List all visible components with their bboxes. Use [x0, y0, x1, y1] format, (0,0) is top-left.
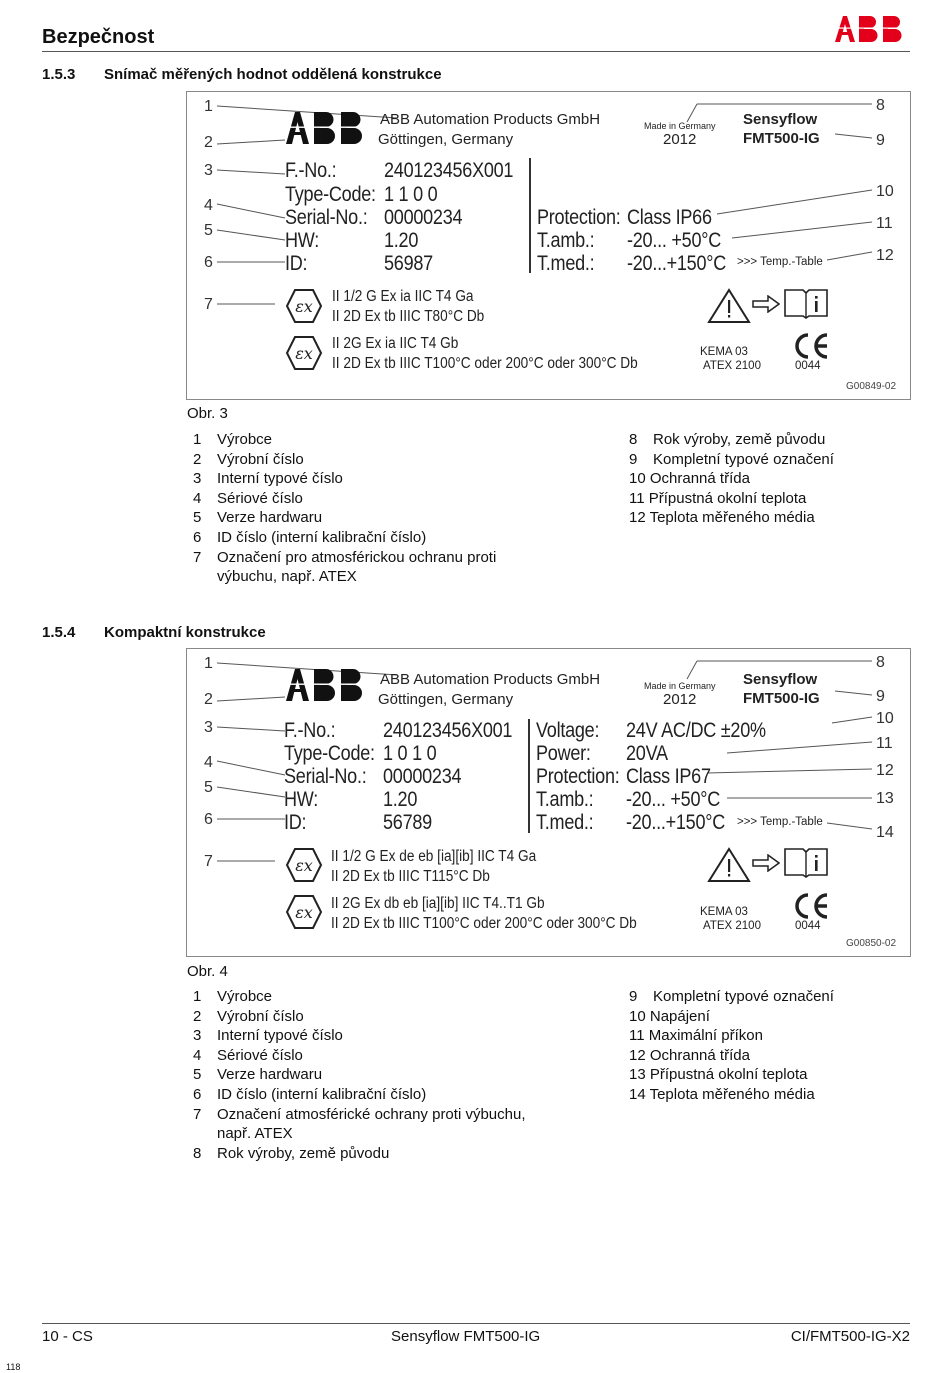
plate-label-hw: HW: [284, 788, 319, 811]
plate-value-serial: 00000234 [383, 765, 462, 788]
section-heading-154 [42, 624, 266, 641]
plate-label-hw: HW: [285, 229, 320, 252]
callout-3: 3 [204, 719, 213, 736]
plate-label-tmed: T.med.: [536, 811, 594, 834]
plate-atex-line-2b: II 2D Ex tb IIIC T100°C oder 200°C oder 300°C Db [331, 915, 637, 932]
plate-temp-table: >>> Temp.-Table [737, 256, 823, 268]
plate-year: 2012 [663, 691, 697, 708]
ex-hexagon-icon [285, 847, 323, 888]
legend-item: 3 Interní typové číslo [193, 1027, 343, 1045]
legend-item: 2 Výrobní číslo [193, 450, 304, 468]
plate-label-protection: Protection: [537, 206, 621, 229]
legend-item: 11 Přípustná okolní teplota [629, 489, 807, 507]
plate-value-id: 56987 [384, 252, 433, 275]
callout-6: 6 [204, 811, 213, 828]
callout-12: 12 [876, 247, 894, 264]
legend-item: 8 Rok výroby, země původu [193, 1144, 390, 1162]
legend-item: 6 ID číslo (interní kalibrační číslo) [193, 528, 427, 546]
section-title: Snímač měřených hodnot oddělená konstrukce [104, 66, 442, 83]
legend-item: 12 Teplota měřeného média [629, 509, 815, 527]
callout-9: 9 [876, 688, 885, 705]
corner-page-number: 118 [6, 1362, 21, 1372]
footer-doc-id: CI/FMT500-IG-X2 [790, 1328, 910, 1345]
callout-7: 7 [204, 296, 213, 313]
plate-atex-line-2a: II 2G Ex db eb [ia][ib] IIC T4..T1 Gb [331, 895, 545, 912]
plate-value-typecode: 1 1 0 0 [384, 183, 438, 206]
plate-temp-table: >>> Temp.-Table [737, 816, 823, 828]
plate-abb-logo [285, 667, 371, 708]
plate-label-fno: F.-No.: [285, 159, 337, 182]
legend-right-fig3 [629, 430, 910, 528]
header-rule [42, 51, 910, 52]
plate-divider [528, 719, 530, 833]
callout-4: 4 [204, 197, 213, 214]
plate-made-in: Made in Germany [644, 121, 716, 131]
plate-model: FMT500-IG [743, 130, 820, 147]
callout-1: 1 [204, 98, 213, 115]
warning-triangle-icon [707, 288, 751, 329]
legend-item: 14 Teplota měřeného média [629, 1085, 815, 1103]
nameplate-figure-3 [186, 91, 911, 400]
plate-label-serial: Serial-No.: [285, 206, 368, 229]
nameplate-figure-4 [186, 648, 911, 957]
plate-made-in: Made in Germany [644, 681, 716, 691]
plate-product: Sensyflow [743, 671, 818, 688]
callout-14: 14 [876, 824, 894, 841]
plate-atex-cert: ATEX 2100 [703, 920, 761, 932]
plate-atex-line-1b: II 2D Ex tb IIIC T80°C Db [332, 308, 485, 325]
legend-item: 1 Výrobce [193, 988, 273, 1005]
plate-value-voltage: 24V AC/DC ±20% [626, 719, 766, 742]
callout-8: 8 [876, 654, 885, 671]
legend-item: 13 Přípustná okolní teplota [629, 1066, 808, 1084]
callout-13: 13 [876, 790, 894, 807]
plate-product: Sensyflow [743, 111, 818, 128]
legend-left-fig4 [193, 987, 613, 1163]
plate-label-voltage: Voltage: [536, 719, 600, 742]
plate-label-id: ID: [285, 252, 308, 275]
section-heading-153 [42, 66, 442, 83]
svg-text:εx: εx [295, 903, 313, 922]
section-number: 1.5.4 [42, 624, 76, 641]
svg-text:εx: εx [295, 297, 313, 316]
callout-12: 12 [876, 762, 894, 779]
manual-book-icon [783, 846, 829, 883]
plate-label-serial: Serial-No.: [284, 765, 367, 788]
plate-company: ABB Automation Products GmbH [380, 671, 601, 688]
plate-divider [529, 158, 531, 273]
callout-9: 9 [876, 132, 885, 149]
legend-item: 1 Výrobce [193, 431, 273, 448]
plate-company: ABB Automation Products GmbH [380, 111, 601, 128]
figure-code: G00849-02 [846, 381, 897, 392]
plate-value-hw: 1.20 [383, 788, 418, 811]
legend-item: 2 Výrobní číslo [193, 1007, 304, 1025]
plate-value-protection: Class IP67 [626, 765, 711, 788]
plate-label-tmed: T.med.: [537, 252, 595, 275]
plate-value-fno: 240123456X001 [384, 159, 514, 182]
section-number: 1.5.3 [42, 66, 76, 83]
legend-item: 5 Verze hardwaru [193, 1066, 323, 1084]
plate-model: FMT500-IG [743, 690, 820, 707]
legend-item: 9 Kompletní typové označení [629, 988, 834, 1005]
callout-10: 10 [876, 710, 894, 727]
plate-value-tmed: -20...+150°C [626, 811, 726, 834]
legend-item: 12 Ochranná třída [629, 1046, 750, 1064]
plate-label-id: ID: [284, 811, 307, 834]
plate-atex-line-1a: II 1/2 G Ex ia IIC T4 Ga [332, 288, 474, 305]
legend-item: 10 Ochranná třída [629, 470, 750, 488]
manual-book-icon [783, 287, 829, 324]
plate-city: Göttingen, Germany [378, 131, 514, 148]
plate-value-tmed: -20...+150°C [627, 252, 727, 275]
arrow-right-icon [752, 295, 780, 318]
plate-value-power: 20VA [626, 742, 668, 765]
legend-item: 8 Rok výroby, země původu [629, 431, 826, 448]
plate-value-tamb: -20... +50°C [627, 229, 721, 252]
legend-item: např. ATEX [217, 1125, 293, 1143]
plate-atex-line-2a: II 2G Ex ia IIC T4 Gb [332, 335, 459, 352]
footer-page-number: 10 - CS [42, 1328, 93, 1345]
plate-label-tamb: T.amb.: [536, 788, 594, 811]
legend-item: 10 Napájení [629, 1007, 710, 1025]
plate-kema: KEMA 03 [700, 906, 748, 918]
plate-value-typecode: 1 0 1 0 [383, 742, 437, 765]
plate-label-tamb: T.amb.: [537, 229, 595, 252]
figure-label: Obr. 4 [187, 963, 228, 980]
section-header-title: Bezpečnost [42, 26, 155, 48]
plate-value-protection: Class IP66 [627, 206, 712, 229]
arrow-right-icon [752, 854, 780, 877]
footer-rule [42, 1323, 910, 1324]
callout-5: 5 [204, 222, 213, 239]
callout-8: 8 [876, 97, 885, 114]
figure-label: Obr. 3 [187, 405, 228, 422]
plate-atex-cert: ATEX 2100 [703, 360, 761, 372]
callout-3: 3 [204, 162, 213, 179]
ex-hexagon-icon [285, 894, 323, 935]
legend-item: 3 Interní typové číslo [193, 470, 343, 488]
plate-kema: KEMA 03 [700, 346, 748, 358]
abb-logo [833, 14, 911, 49]
plate-city: Göttingen, Germany [378, 691, 514, 708]
legend-item: 7 Označení atmosférické ochrany proti výbuchu, [193, 1105, 526, 1123]
plate-value-tamb: -20... +50°C [626, 788, 720, 811]
plate-label-typecode: Type-Code: [285, 183, 376, 206]
callout-2: 2 [204, 691, 213, 708]
plate-label-power: Power: [536, 742, 591, 765]
legend-item: 4 Sériové číslo [193, 1046, 303, 1064]
plate-value-hw: 1.20 [384, 229, 419, 252]
legend-right-fig4 [629, 987, 910, 1105]
figure-code: G00850-02 [846, 938, 897, 949]
legend-item: 9 Kompletní typové označení [629, 450, 834, 468]
svg-text:εx: εx [295, 344, 313, 363]
callout-10: 10 [876, 183, 894, 200]
plate-atex-line-1a: II 1/2 G Ex de eb [ia][ib] IIC T4 Ga [331, 848, 537, 865]
plate-value-id: 56789 [383, 811, 432, 834]
plate-label-protection: Protection: [536, 765, 620, 788]
ex-hexagon-icon [285, 288, 323, 329]
warning-triangle-icon [707, 847, 751, 888]
callout-2: 2 [204, 134, 213, 151]
legend-item: 11 Maximální příkon [629, 1027, 763, 1045]
plate-ce-number: 0044 [795, 920, 821, 932]
plate-label-fno: F.-No.: [284, 719, 336, 742]
callout-11: 11 [876, 215, 893, 232]
plate-atex-line-2b: II 2D Ex tb IIIC T100°C oder 200°C oder 300°C Db [332, 355, 638, 372]
callout-6: 6 [204, 254, 213, 271]
legend-left-fig3 [193, 430, 613, 587]
plate-year: 2012 [663, 131, 697, 148]
legend-item: 6 ID číslo (interní kalibrační číslo) [193, 1085, 427, 1103]
callout-1: 1 [204, 655, 213, 672]
legend-item: 4 Sériové číslo [193, 489, 303, 507]
callout-7: 7 [204, 853, 213, 870]
callout-11: 11 [876, 735, 893, 752]
plate-ce-number: 0044 [795, 360, 821, 372]
legend-item: 5 Verze hardwaru [193, 509, 323, 527]
plate-abb-logo [285, 110, 371, 151]
plate-atex-line-1b: II 2D Ex tb IIIC T115°C Db [331, 868, 490, 885]
plate-label-typecode: Type-Code: [284, 742, 375, 765]
plate-value-fno: 240123456X001 [383, 719, 513, 742]
callout-4: 4 [204, 754, 213, 771]
legend-item: výbuchu, např. ATEX [217, 568, 357, 586]
section-title: Kompaktní konstrukce [104, 624, 266, 641]
footer-product: Sensyflow FMT500-IG [391, 1328, 541, 1345]
callout-5: 5 [204, 779, 213, 796]
plate-value-serial: 00000234 [384, 206, 463, 229]
legend-item: 7 Označení pro atmosférickou ochranu proti [193, 548, 497, 566]
svg-text:εx: εx [295, 856, 313, 875]
ex-hexagon-icon [285, 335, 323, 376]
